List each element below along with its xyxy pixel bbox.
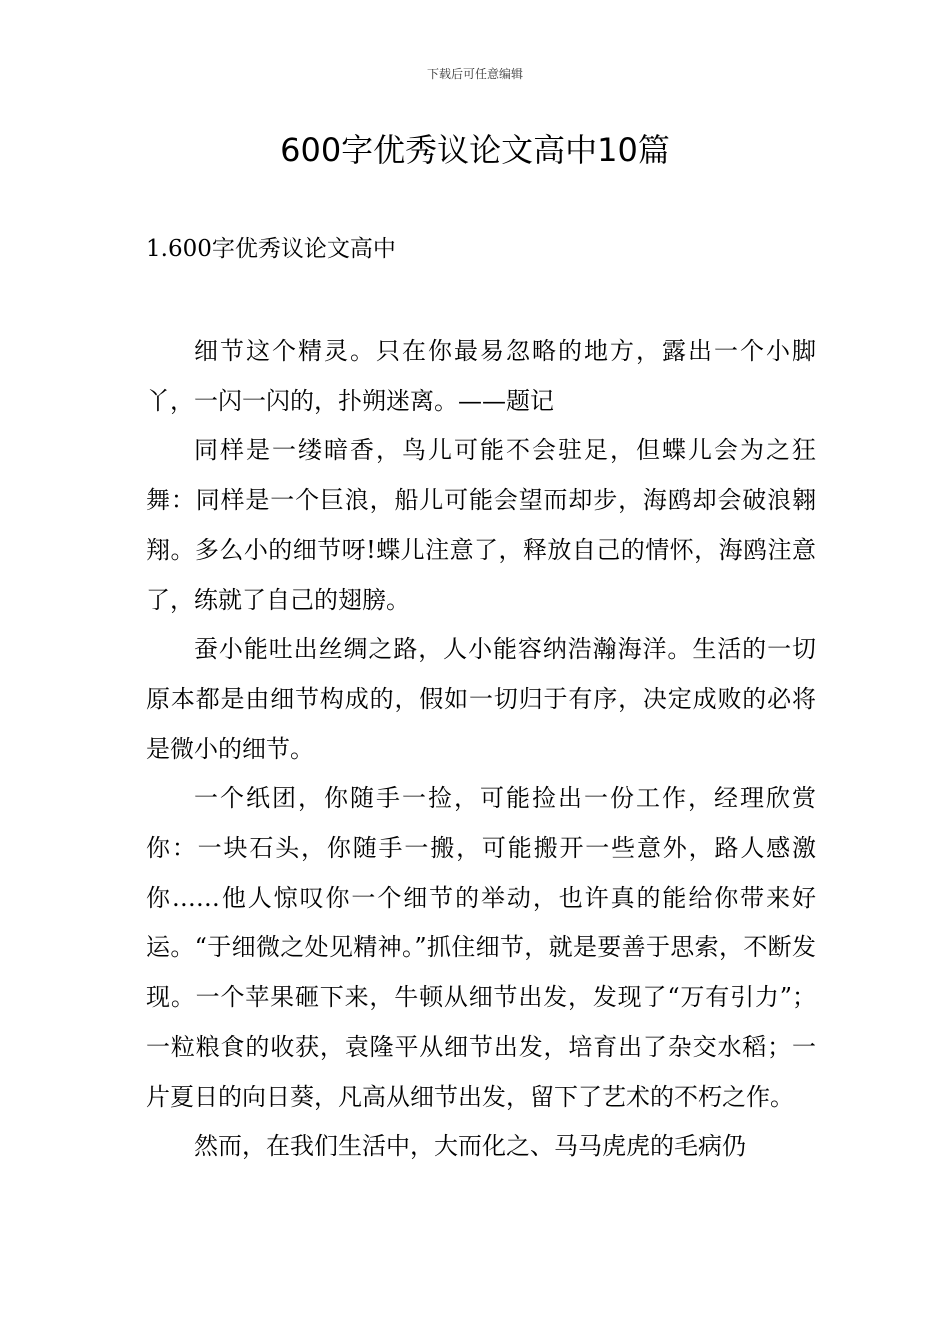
- header-note: 下载后可任意编辑: [426, 67, 523, 81]
- article-body: [146, 327, 816, 1172]
- section-heading: 1.600字优秀议论文高中: [146, 236, 396, 262]
- paragraph: 然而，在我们生活中，大而化之、马马虎虎的毛病仍: [194, 1132, 746, 1161]
- document-title: 600字优秀议论文高中10篇: [280, 131, 670, 169]
- paragraph: 细节这个精灵。只在你最易忽略的地方，露出一个小脚丫，一闪一闪的，扑朔迷离。——题记: [146, 337, 816, 415]
- paragraph: 同样是一缕暗香，鸟儿可能不会驻足，但蝶儿会为之狂舞：同样是一个巨浪，船儿可能会望而却步，海鸥却会破浪翱翔。多么小的细节呀!蝶儿注意了，释放自己的情怀，海鸥注意了，练就了自己的翅膀。: [146, 436, 816, 614]
- paragraph: 蚕小能吐出丝绸之路，人小能容纳浩瀚海洋。生活的一切原本都是由细节构成的，假如一切归于有序，决定成败的必将是微小的细节。: [146, 635, 816, 763]
- paragraph: 一个纸团，你随手一捡，可能捡出一份工作，经理欣赏你：一块石头，你随手一搬，可能搬开一些意外，路人感激你……他人惊叹你一个细节的举动，也许真的能给你带来好运。“于细微之处见精神。”抓住细节，就是要善于思索，不断发现。一个苹果砸下来，牛顿从细节出发，发现了“万有引力”；一粒粮食的收获，袁隆平从细节出发，培育出了杂交水稻；一片夏日的向日葵，凡高从细节出发，留下了艺术的不朽之作。: [146, 784, 816, 1111]
